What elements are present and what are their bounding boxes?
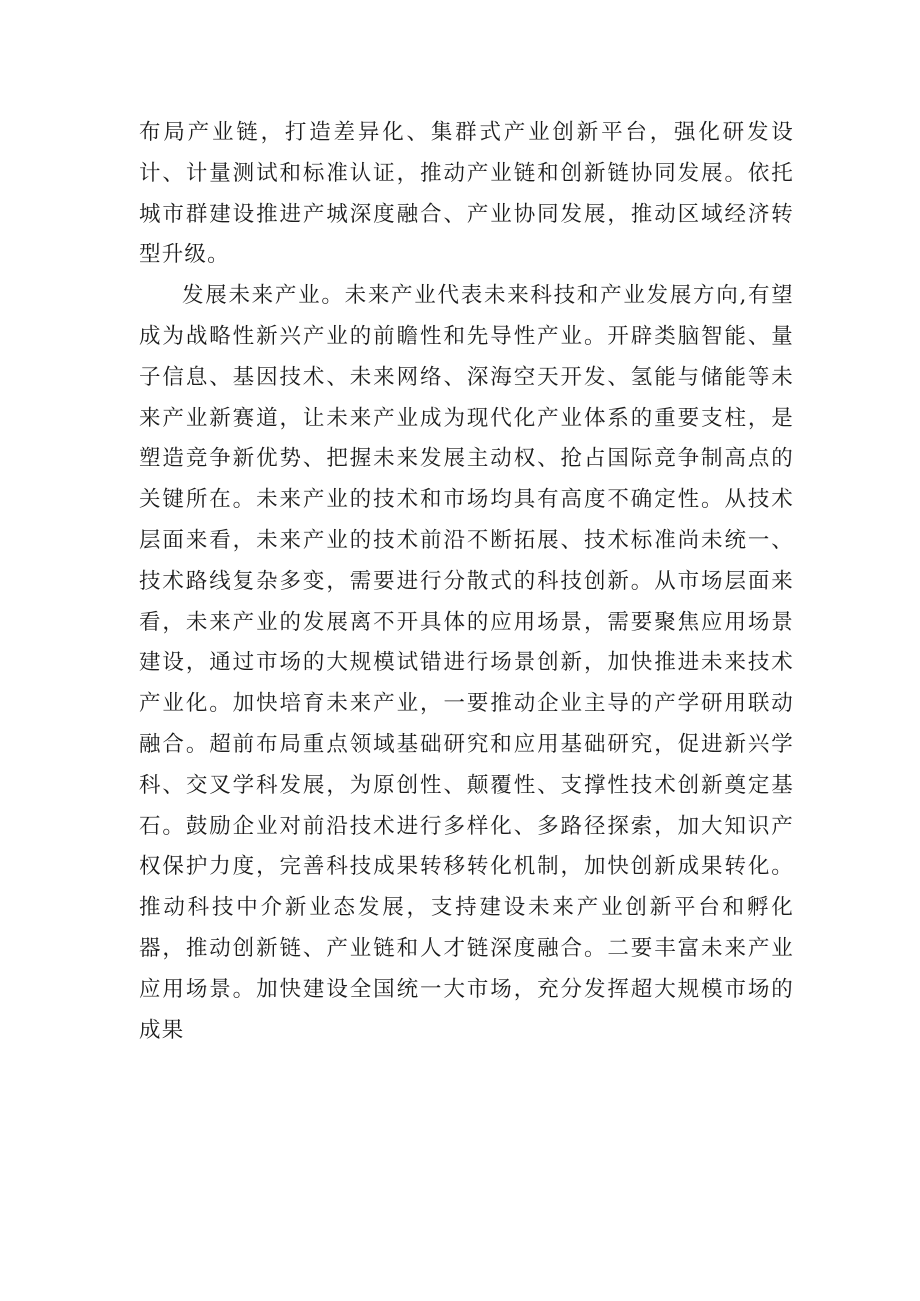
document-body bbox=[139, 113, 794, 1051]
paragraph-future-industries: 发展未来产业。未来产业代表未来科技和产业发展方向,有望成为战略性新兴产业的前瞻性和先导性产业。开辟类脑智能、量子信息、基因技术、未来网络、深海空天开发、氢能与储能等未来产业新赛道，让未来产业成为现代化产业体系的重要支柱，是塑造竞争新优势、把握未来发展主动权、抢占国际竞争制高点的关键所在。未来产业的技术和市场均具有高度不确定性。从技术层面来看，未来产业的技术前沿不断拓展、技术标准尚未统一、技术路线复杂多变，需要进行分散式的科技创新。从市场层面来看，未来产业的发展离不开具体的应用场景，需要聚焦应用场景建设，通过市场的大规模试错进行场景创新，加快推进未来技术产业化。加快培育未来产业，一要推动企业主导的产学研用联动融合。超前布局重点领域基础研究和应用基础研究，促进新兴学科、交叉学科发展，为原创性、颠覆性、支撑性技术创新奠定基石。鼓励企业对前沿技术进行多样化、多路径探索，加大知识产权保护力度，完善科技成果转移转化机制，加快创新成果转化。推动科技中介新业态发展，支持建设未来产业创新平台和孵化器，推动创新链、产业链和人才链深度融合。二要丰富未来产业应用场景。加快建设全国统一大市场，充分发挥超大规模市场的成果 bbox=[139, 283, 794, 1043]
paragraph-continuation: 布局产业链，打造差异化、集群式产业创新平台，强化研发设计、计量测试和标准认证，推动产业链和创新链协同发展。依托城市群建设推进产城深度融合、产业协同发展，推动区域经济转型升级。 bbox=[139, 120, 794, 268]
